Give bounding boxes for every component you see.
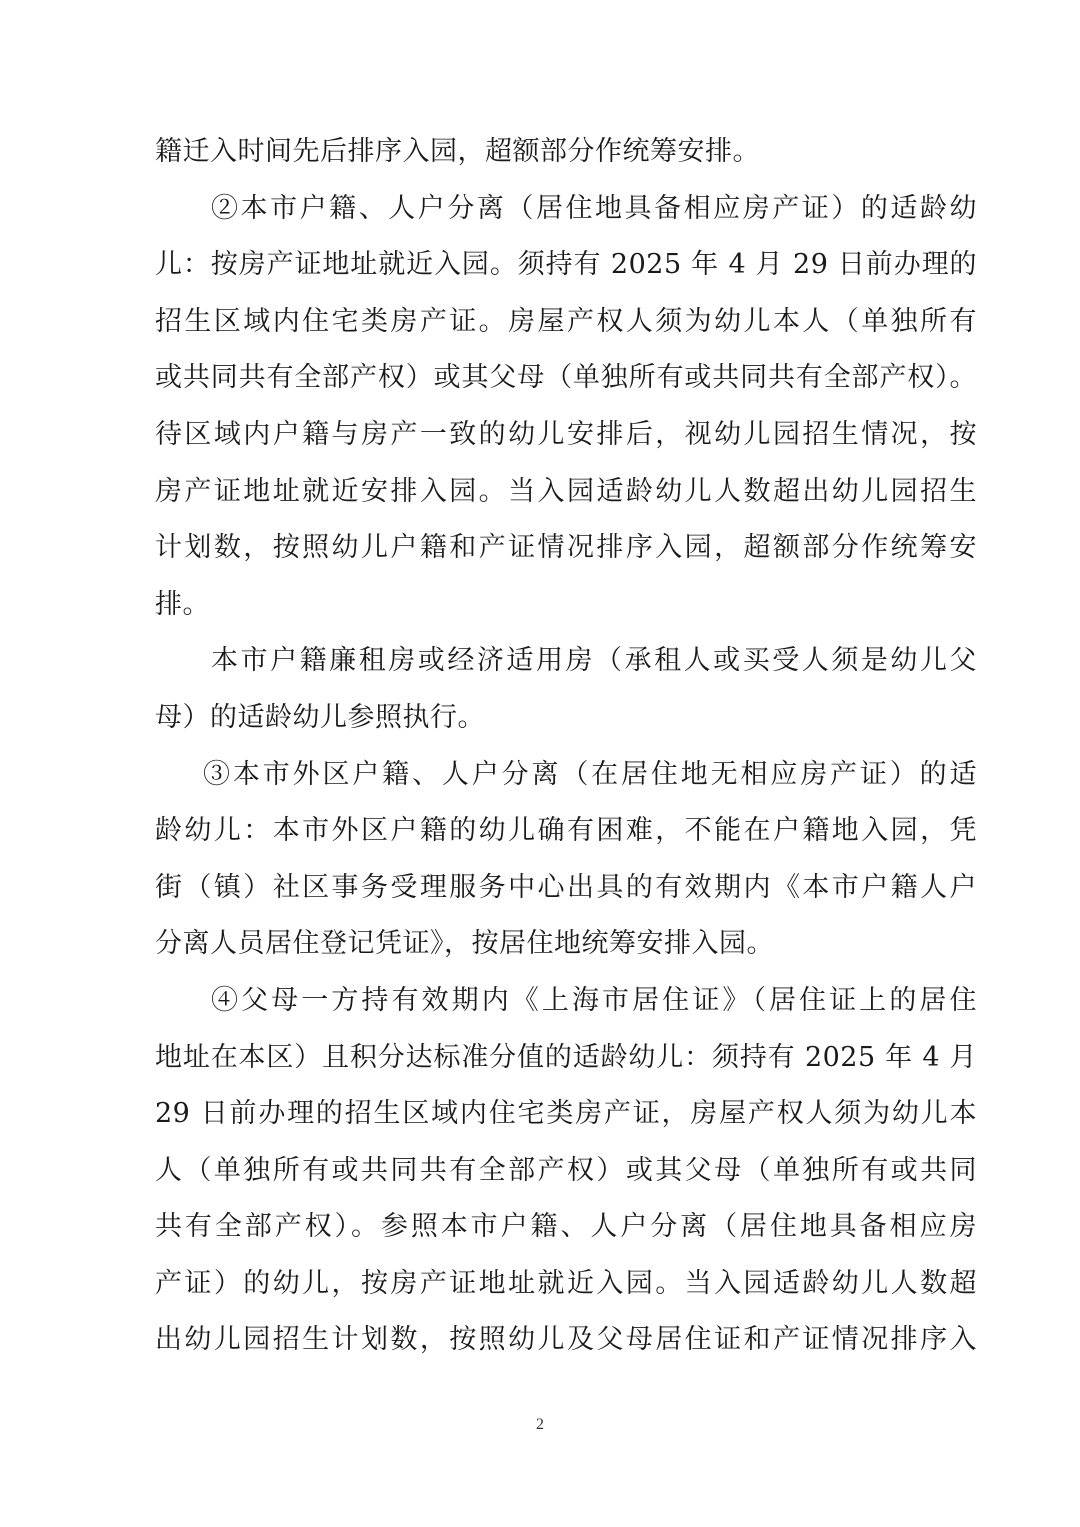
text-line: 分离人员居住登记凭证》，按居住地统筹安排入园。 [155,928,774,960]
text-line: 地址在本区）且积分达标准分值的适龄幼儿：须持有 2025 年 4 月 [155,1041,977,1073]
text-line: 街（镇）社区事务受理服务中心出具的有效期内《本市户籍人户 [155,871,977,903]
text-line: 排。 [155,588,210,620]
document-body [155,124,977,1369]
page-number: 2 [536,1416,544,1433]
text-line: 母）的适龄幼儿参照执行。 [155,701,485,733]
text-line: 儿：按房产证地址就近入园。须持有 2025 年 4 月 29 日前办理的 [155,249,977,281]
text-line: 招生区域内住宅类房产证。房屋产权人须为幼儿本人（单独所有 [155,305,977,337]
text-line: 计划数，按照幼儿户籍和产证情况排序入园，超额部分作统筹安 [155,532,977,564]
text-line: 产证）的幼儿，按房产证地址就近入园。当入园适龄幼儿人数超 [155,1267,977,1299]
text-line: 29 日前办理的招生区域内住宅类房产证，房屋产权人须为幼儿本 [155,1098,977,1130]
text-line: 出幼儿园招生计划数，按照幼儿及父母居住证和产证情况排序入 [155,1324,977,1356]
text-line: 共有全部产权）。参照本市户籍、人户分离（居住地具备相应房 [155,1211,977,1243]
text-line: 本市户籍廉租房或经济适用房（承租人或买受人须是幼儿父 [211,645,977,677]
text-line: 人（单独所有或共同共有全部产权）或其父母（单独所有或共同 [155,1154,977,1186]
text-line: 籍迁入时间先后排序入园，超额部分作统筹安排。 [155,136,760,167]
text-line: 房产证地址就近安排入园。当入园适龄幼儿人数超出幼儿园招生 [155,475,977,507]
text-line: 或共同共有全部产权）或其父母（单独所有或共同共有全部产权）。 [155,362,977,394]
text-line: ③本市外区户籍、人户分离（在居住地无相应房产证）的适 [203,758,977,790]
text-line: 龄幼儿：本市外区户籍的幼儿确有困难，不能在户籍地入园，凭 [155,815,977,847]
text-line: ②本市户籍、人户分离（居住地具备相应房产证）的适龄幼 [211,192,977,224]
text-line: 待区域内户籍与房产一致的幼儿安排后，视幼儿园招生情况，按 [155,418,977,450]
text-line: ④父母一方持有效期内《上海市居住证》（居住证上的居住 [211,984,977,1016]
